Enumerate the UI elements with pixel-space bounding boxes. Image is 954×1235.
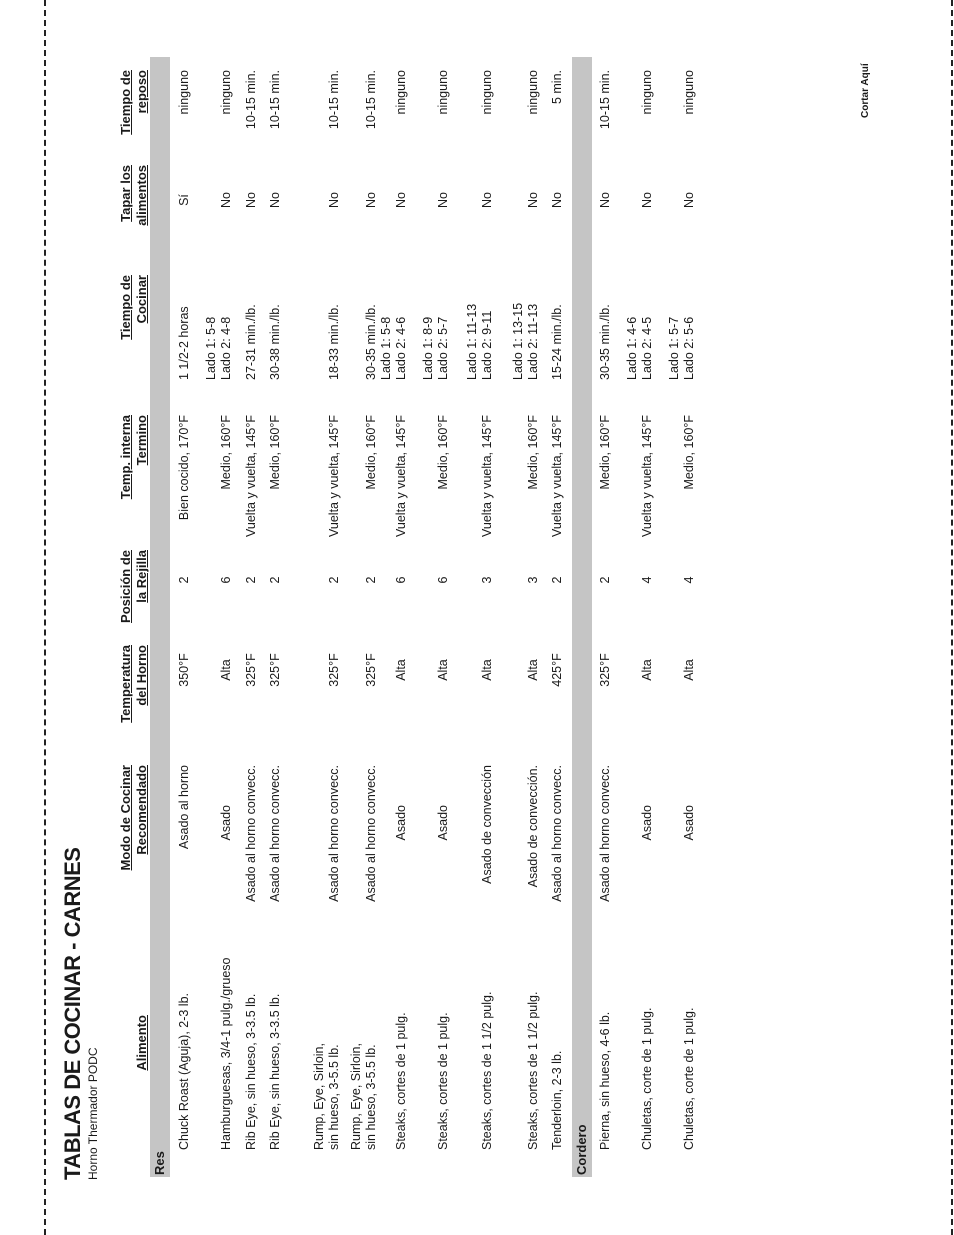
header-food: Alimento — [134, 1015, 149, 1071]
cell-cover — [364, 180, 379, 220]
time-line: Lado 2: 5-7 — [436, 316, 450, 380]
cell-rest — [598, 70, 613, 155]
cell-food — [177, 910, 192, 1150]
cell-rest — [327, 70, 342, 155]
cell-food — [268, 910, 283, 1150]
rest-line: 10-15 min. — [268, 70, 282, 130]
mode-line: Asado — [682, 805, 696, 841]
cell-rest — [219, 70, 234, 155]
cell-time — [667, 270, 697, 380]
section-label-cordero: Cordero — [574, 1124, 589, 1175]
mode-line: Asado al horno convecc. — [268, 765, 282, 902]
time-line: Lado 1: 5-8 — [379, 316, 393, 380]
section-band-cordero — [572, 57, 592, 1177]
header-cook-time: Tiempo de Cocinar — [118, 275, 149, 340]
cell-internal — [480, 415, 495, 550]
internal-line: Vuelta y vuelta, 145°F — [480, 415, 494, 537]
cell-temp — [526, 650, 541, 690]
temp-line: 325°F — [327, 653, 341, 687]
cell-internal — [526, 415, 541, 550]
cell-food — [550, 910, 565, 1150]
cell-rack — [526, 565, 541, 595]
cut-label: Cortar Aquí — [860, 63, 871, 118]
time-line: Lado 2: 4-8 — [219, 316, 233, 380]
cell-food — [598, 910, 613, 1150]
rack-line: 2 — [598, 576, 612, 584]
page-title: TABLAS DE COCINAR - CARNES — [60, 847, 85, 1180]
internal-line: Medio, 160°F — [268, 415, 282, 490]
rack-line: 4 — [640, 576, 654, 584]
rest-line: ninguno — [177, 70, 191, 115]
rack-line: 3 — [526, 576, 540, 584]
mode-line: Asado al horno convecc. — [598, 765, 612, 902]
header-internal-temp: Temp. interna Termino — [118, 415, 149, 500]
food-line: sin hueso, 3-5.5 lb. — [327, 1044, 341, 1150]
temp-line: Alta — [394, 659, 408, 681]
food-line: Rib Eye, sin hueso, 3-3.5 lb. — [244, 993, 258, 1150]
cell-mode — [364, 765, 379, 925]
section-band-res — [150, 57, 170, 1177]
cell-time — [379, 270, 409, 380]
cell-internal — [550, 415, 565, 550]
temp-line: Alta — [436, 659, 450, 681]
cell-rack — [682, 565, 697, 595]
rest-line: 10-15 min. — [327, 70, 341, 130]
cell-time — [177, 270, 192, 380]
cell-temp — [364, 650, 379, 690]
cell-cover — [268, 180, 283, 220]
internal-line: Medio, 160°F — [526, 415, 540, 490]
cell-temp — [244, 650, 259, 690]
rest-line: 10-15 min. — [598, 70, 612, 130]
cell-cover — [640, 180, 655, 220]
cell-mode — [436, 805, 451, 965]
cell-rack — [640, 565, 655, 595]
time-line: Lado 1: 5-7 — [667, 316, 681, 380]
cell-cover — [327, 180, 342, 220]
cell-time — [327, 270, 342, 380]
internal-line: Bien cocido, 170°F — [177, 415, 191, 521]
rack-line: 2 — [177, 576, 191, 584]
cell-time — [364, 270, 379, 380]
temp-line: 325°F — [364, 653, 378, 687]
food-line: Tenderloin, 2-3 lb. — [550, 1050, 564, 1150]
rack-line: 3 — [480, 576, 494, 584]
cell-rack — [550, 565, 565, 595]
cell-food — [349, 910, 379, 1150]
cell-mode — [550, 765, 565, 925]
rack-line: 6 — [219, 576, 233, 584]
internal-line: Vuelta y vuelta, 145°F — [394, 415, 408, 537]
mode-line: Asado — [394, 805, 408, 841]
cell-rack — [219, 565, 234, 595]
mode-line: Asado al horno — [177, 765, 191, 850]
time-line: Lado 2: 5-6 — [682, 316, 696, 380]
internal-line: Medio, 160°F — [682, 415, 696, 490]
cell-internal — [177, 415, 192, 550]
cover-line: No — [598, 192, 612, 208]
cell-mode — [177, 765, 192, 925]
food-line: Steaks, cortes de 1 1/2 pulg. — [480, 991, 494, 1150]
cell-time — [598, 270, 613, 380]
cover-line: Sí — [177, 194, 191, 206]
cell-internal — [436, 415, 451, 550]
rest-line: 10-15 min. — [244, 70, 258, 130]
cell-temp — [394, 650, 409, 690]
cell-rest — [436, 70, 451, 155]
cell-food — [244, 910, 259, 1150]
cell-rack — [327, 565, 342, 595]
food-line: Rump, Eye, Sirloin, — [349, 1043, 363, 1150]
cell-mode — [526, 765, 541, 925]
cell-rack — [480, 565, 495, 595]
section-label-res: Res — [152, 1151, 167, 1175]
rack-line: 2 — [268, 576, 282, 584]
header-cover: Tapar los alimentos — [118, 165, 149, 226]
cover-line: No — [394, 192, 408, 208]
cover-line: No — [244, 192, 258, 208]
internal-line: Vuelta y vuelta, 145°F — [327, 415, 341, 537]
cover-line: No — [682, 192, 696, 208]
temp-line: 350°F — [177, 653, 191, 687]
cell-rack — [244, 565, 259, 595]
cell-internal — [598, 415, 613, 550]
cell-time — [421, 270, 451, 380]
food-line: Chuck Roast (Aguja), 2-3 lb. — [177, 992, 191, 1150]
cell-mode — [394, 805, 409, 965]
cell-rest — [550, 70, 565, 155]
rest-line: ninguno — [640, 70, 654, 115]
temp-line: Alta — [682, 659, 696, 681]
mode-line: Asado al horno convecc. — [244, 765, 258, 902]
time-line: 18-33 min./lb. — [327, 304, 341, 380]
cell-temp — [480, 650, 495, 690]
cover-line: No — [327, 192, 341, 208]
temp-line: Alta — [526, 659, 540, 681]
cell-rack — [268, 565, 283, 595]
cover-line: No — [550, 192, 564, 208]
time-line: Lado 1: 5-8 — [204, 316, 218, 380]
cell-internal — [394, 415, 409, 550]
cell-mode — [327, 765, 342, 925]
cell-mode — [244, 765, 259, 925]
cell-time — [268, 270, 283, 380]
cell-cover — [550, 180, 565, 220]
rest-line: ninguno — [219, 70, 233, 115]
mode-line: Asado al horno convecc. — [550, 765, 564, 902]
cell-internal — [640, 415, 655, 550]
cell-time — [204, 270, 234, 380]
cell-internal — [219, 415, 234, 550]
mode-line: Asado de convección — [480, 765, 494, 884]
cell-time — [465, 270, 495, 380]
header-rack: Posición de la Rejilla — [118, 550, 149, 623]
cover-line: No — [268, 192, 282, 208]
cell-cover — [219, 180, 234, 220]
cell-rack — [394, 565, 409, 595]
temp-line: Alta — [219, 659, 233, 681]
cell-temp — [436, 650, 451, 690]
time-line: Lado 2: 9-11 — [480, 310, 494, 380]
cover-line: No — [364, 192, 378, 208]
cell-rest — [244, 70, 259, 155]
cell-time — [511, 270, 541, 380]
cell-temp — [268, 650, 283, 690]
cell-food — [526, 910, 541, 1150]
rest-line: ninguno — [436, 70, 450, 115]
internal-line: Medio, 160°F — [436, 415, 450, 490]
cell-mode — [682, 805, 697, 965]
cell-rest — [394, 70, 409, 155]
cell-rest — [640, 70, 655, 155]
time-line: 30-35 min./lb. — [364, 304, 378, 380]
cell-rest — [526, 70, 541, 155]
cell-rack — [364, 565, 379, 595]
cell-cover — [598, 180, 613, 220]
cell-temp — [640, 650, 655, 690]
temp-line: 325°F — [268, 653, 282, 687]
header-oven-temp: Temperatura del Horno — [118, 645, 149, 723]
internal-line: Medio, 160°F — [364, 415, 378, 490]
cell-cover — [244, 180, 259, 220]
time-line: Lado 2: 4-5 — [640, 316, 654, 380]
rest-line: ninguno — [394, 70, 408, 115]
cover-line: No — [526, 192, 540, 208]
rack-line: 2 — [244, 576, 258, 584]
internal-line: Medio, 160°F — [219, 415, 233, 490]
temp-line: 325°F — [244, 653, 258, 687]
mode-line: Asado — [436, 805, 450, 841]
cell-rack — [436, 565, 451, 595]
rack-line: 2 — [550, 576, 564, 584]
cell-temp — [598, 650, 613, 690]
time-line: 30-35 min./lb. — [598, 304, 612, 380]
rack-line: 6 — [394, 576, 408, 584]
temp-line: Alta — [640, 659, 654, 681]
cell-rack — [177, 565, 192, 595]
cover-line: No — [436, 192, 450, 208]
cell-cover — [436, 180, 451, 220]
rest-line: ninguno — [526, 70, 540, 115]
cell-mode — [480, 765, 495, 925]
header-mode: Modo de Cocinar Recomendado — [118, 765, 149, 871]
mode-line: Asado al horno convecc. — [327, 765, 341, 902]
time-line: Lado 1: 8-9 — [421, 316, 435, 380]
rest-line: 5 min. — [550, 70, 564, 105]
cell-mode — [268, 765, 283, 925]
rest-line: ninguno — [682, 70, 696, 115]
food-line: Steaks, cortes de 1 1/2 pulg. — [526, 991, 540, 1150]
cell-time — [550, 270, 565, 380]
rack-line: 4 — [682, 576, 696, 584]
rest-line: 10-15 min. — [364, 70, 378, 130]
temp-line: Alta — [480, 659, 494, 681]
mode-line: Asado — [219, 805, 233, 841]
cell-mode — [598, 765, 613, 925]
food-line: Steaks, cortes de 1 pulg. — [394, 1012, 408, 1150]
cell-temp — [327, 650, 342, 690]
mode-line: Asado — [640, 805, 654, 841]
cell-internal — [268, 415, 283, 550]
cell-cover — [526, 180, 541, 220]
food-line: Steaks, cortes de 1 pulg. — [436, 1012, 450, 1150]
mode-line: Asado al horno convecc. — [364, 765, 378, 902]
food-line: Chuletas, corte de 1 pulg. — [640, 1007, 654, 1150]
header-rest: Tiempo de reposo — [118, 70, 149, 135]
cell-food — [312, 910, 342, 1150]
time-line: 27-31 min./lb. — [244, 304, 258, 380]
cell-time — [625, 270, 655, 380]
cover-line: No — [480, 192, 494, 208]
cell-rest — [480, 70, 495, 155]
cell-internal — [244, 415, 259, 550]
cell-rack — [598, 565, 613, 595]
food-line: Hamburguesas, 3/4-1 pulg./grueso — [219, 957, 233, 1150]
food-line: Rib Eye, sin hueso, 3-3.5 lb. — [268, 993, 282, 1150]
cell-cover — [394, 180, 409, 220]
time-line: Lado 2: 11-13 — [526, 303, 540, 380]
internal-line: Vuelta y vuelta, 145°F — [640, 415, 654, 537]
cell-rest — [268, 70, 283, 155]
cell-internal — [364, 415, 379, 550]
cell-mode — [640, 805, 655, 965]
time-line: Lado 1: 13-15 — [511, 302, 525, 380]
rest-line: ninguno — [480, 70, 494, 115]
time-line: Lado 1: 4-6 — [625, 316, 639, 380]
mode-line: Asado de convección. — [526, 765, 540, 888]
cell-food — [480, 910, 495, 1150]
temp-line: 325°F — [598, 653, 612, 687]
cell-cover — [177, 180, 192, 220]
temp-line: 425°F — [550, 653, 564, 687]
internal-line: Vuelta y vuelta, 145°F — [244, 415, 258, 537]
cell-temp — [219, 650, 234, 690]
page-subtitle: Horno Thermador PODC — [86, 1047, 100, 1180]
time-line: 30-38 min./lb. — [268, 304, 282, 380]
cell-internal — [682, 415, 697, 550]
rack-line: 2 — [327, 576, 341, 584]
cover-line: No — [640, 192, 654, 208]
cell-cover — [480, 180, 495, 220]
time-line: Lado 2: 4-6 — [394, 316, 408, 380]
food-line: Pierna, sin hueso, 4-6 lb. — [598, 1011, 612, 1150]
cell-rest — [364, 70, 379, 155]
internal-line: Vuelta y vuelta, 145°F — [550, 415, 564, 537]
time-line: 15-24 min./lb. — [550, 304, 564, 380]
food-line: sin hueso, 3-5.5 lb. — [364, 1044, 378, 1150]
time-line: Lado 1: 11-13 — [465, 303, 479, 380]
cell-temp — [550, 650, 565, 690]
cell-temp — [682, 650, 697, 690]
cover-line: No — [219, 192, 233, 208]
cell-cover — [682, 180, 697, 220]
cell-temp — [177, 650, 192, 690]
cell-internal — [327, 415, 342, 550]
food-line: Chuletas, corte de 1 pulg. — [682, 1007, 696, 1150]
time-line: 1 1/2-2 horas — [177, 306, 191, 380]
cell-rest — [682, 70, 697, 155]
food-line: Rump, Eye, Sirloin, — [312, 1043, 326, 1150]
rack-line: 2 — [364, 576, 378, 584]
rack-line: 6 — [436, 576, 450, 584]
cell-time — [244, 270, 259, 380]
cell-rest — [177, 70, 192, 155]
internal-line: Medio, 160°F — [598, 415, 612, 490]
cell-mode — [219, 805, 234, 965]
